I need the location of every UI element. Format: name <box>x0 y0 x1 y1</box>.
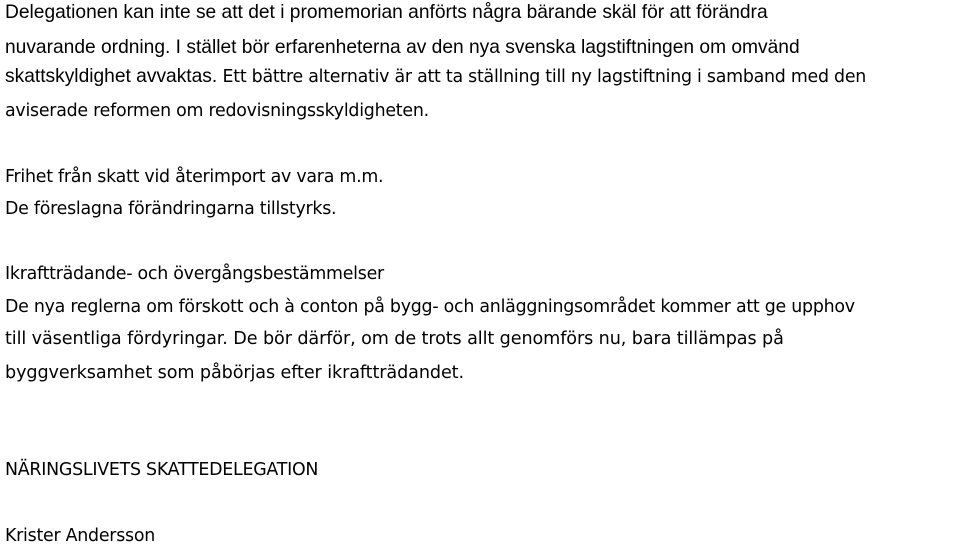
paragraph1-line3-part-b: Ett bättre alternativ är att ta ställning till ny lagstiftning i samband med den <box>217 67 867 87</box>
reimport-heading: Frihet från skatt vid återimport av vara m.m. <box>5 167 384 187</box>
reimport-text: De föreslagna förändringarna tillstyrks. <box>5 199 337 219</box>
paragraph1-line2: nuvarande ordning. I stället bör erfarenheterna av den nya svenska lagstiftningen om omvänd <box>5 37 800 58</box>
transitional-line3: byggverksamhet som påbörjas efter ikraftträdandet. <box>5 363 464 383</box>
paragraph1-line4: aviserade reformen om redovisningsskyldigheten. <box>5 101 429 121</box>
signatory-name: Krister Andersson <box>5 526 155 546</box>
paragraph1-line3 <box>5 65 866 89</box>
transitional-heading: Ikraftträdande- och övergångsbestämmelser <box>5 264 384 284</box>
paragraph1-line1: Delegationen kan inte se att det i promemorian anförts några bärande skäl för att förändra <box>5 2 768 23</box>
organization-name: NÄRINGSLIVETS SKATTEDELEGATION <box>5 460 319 480</box>
transitional-line1: De nya reglerna om förskott och à conton på bygg- och anläggningsområdet kommer att ge upphov <box>5 297 855 317</box>
transitional-line2: till väsentliga fördyringar. De bör därför, om de trots allt genomförs nu, bara tillämpas på <box>5 329 784 349</box>
paragraph1-line3-part-a: skattskyldighet avvaktas. <box>5 66 218 87</box>
